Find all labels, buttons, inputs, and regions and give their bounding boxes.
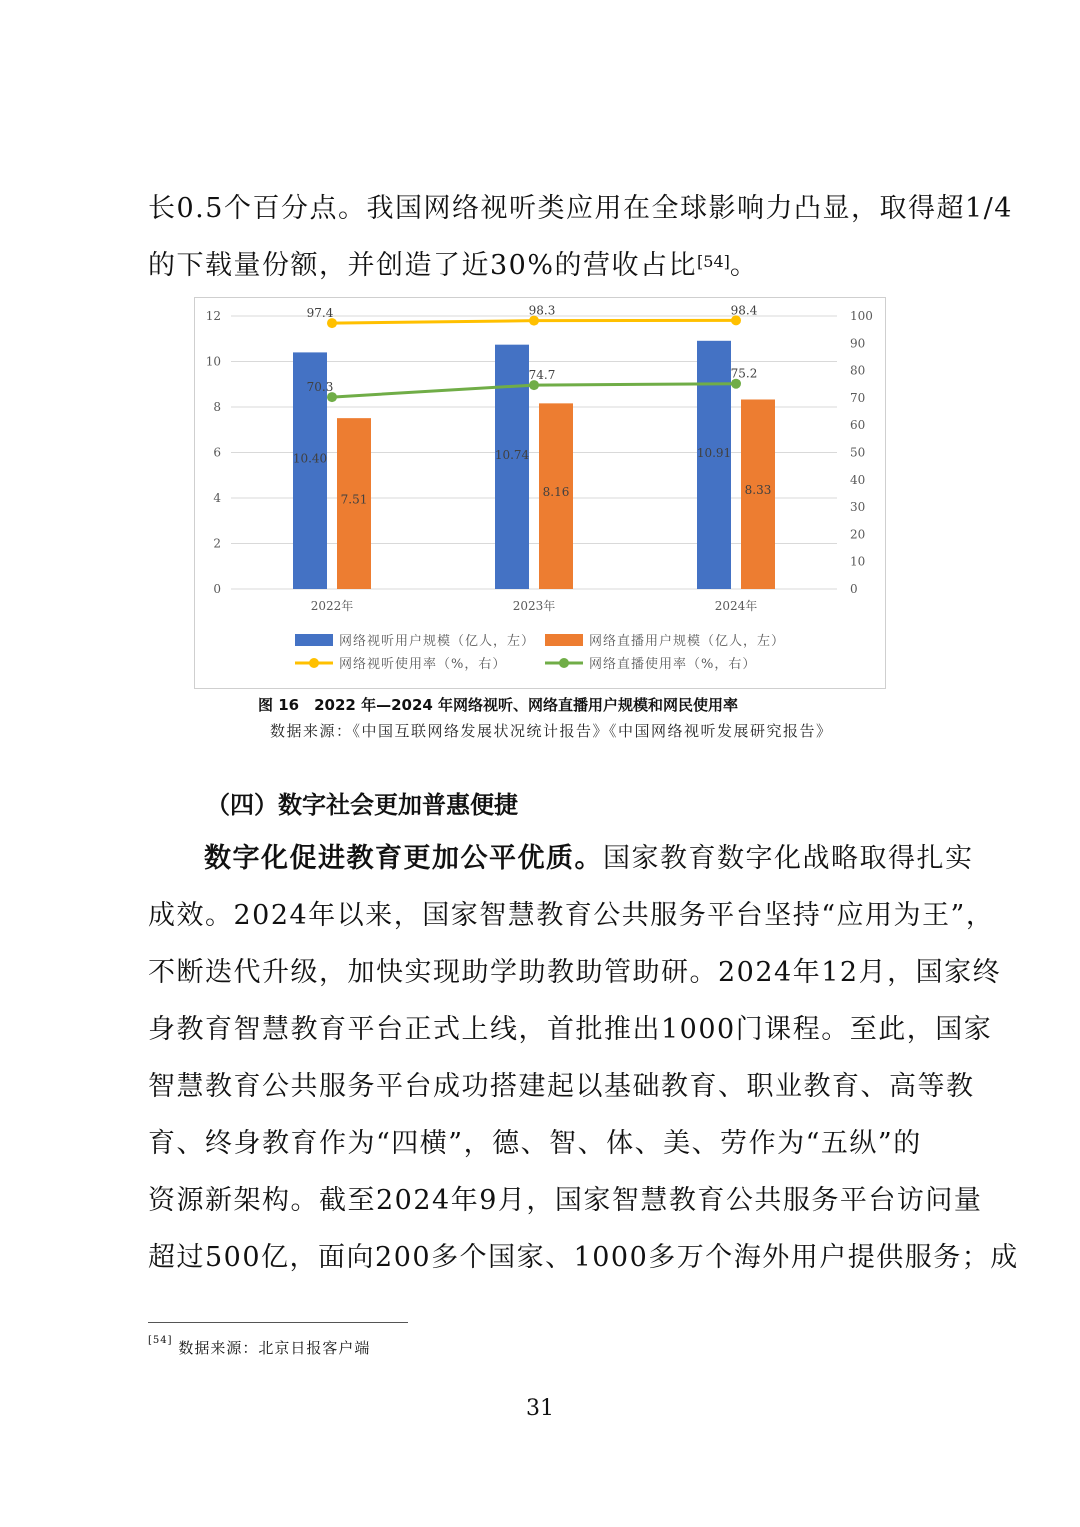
intro-paragraph	[148, 180, 1013, 294]
body-line: 超过500亿，面向200多个国家、1000多万个海外用户提供服务；成	[148, 1242, 1019, 1273]
intro-line-2	[148, 237, 938, 294]
figure-source: 数据来源：《中国互联网络发展状况统计报告》《中国网络视听发展研究报告》	[270, 722, 833, 740]
intro-line-2-text: 的下载量份额，并创造了近30%的营收占比	[148, 250, 698, 281]
y-left-tick-label: 4	[213, 491, 221, 505]
footnote-reference[interactable]: [54]	[697, 252, 730, 271]
combo-chart	[195, 298, 885, 688]
body-line: 智慧教育公共服务平台成功搭建起以基础教育、职业教育、高等教	[148, 1071, 975, 1102]
body-line: 不断迭代升级，加快实现助学助教助管助研。2024年12月，国家终	[148, 957, 1002, 988]
bar	[495, 345, 529, 589]
x-tick-label: 2023年	[512, 599, 556, 613]
body-line: 成效。2024年以来，国家智慧教育公共服务平台坚持“应用为王”，	[148, 900, 995, 931]
section-heading: （四）数字社会更加普惠便捷	[206, 791, 518, 819]
legend-label: 网络直播用户规模（亿人，左）	[589, 634, 786, 649]
figure-caption: 图 16 2022 年—2024 年网络视听、网络直播用户规模和网民使用率	[258, 696, 739, 714]
y-left-tick-label: 2	[213, 536, 221, 551]
line-data-label: 97.4	[306, 306, 334, 321]
footnote-text: 数据来源：北京日报客户端	[178, 1339, 371, 1357]
body-line: 资源新架构。截至2024年9月，国家智慧教育公共服务平台访问量	[148, 1185, 983, 1216]
y-right-tick-label: 70	[850, 390, 866, 405]
x-tick-label: 2024年	[714, 599, 758, 613]
y-right-tick-label: 20	[850, 527, 866, 542]
bar-data-label: 8.33	[744, 483, 772, 498]
y-right-tick-label: 40	[850, 472, 866, 487]
body-line: 育、终身教育作为“四横”，德、智、体、美、劳作为“五纵”的	[148, 1128, 922, 1159]
bar	[697, 341, 731, 589]
y-left-tick-label: 0	[213, 582, 221, 596]
line-data-label: 75.2	[730, 366, 758, 381]
legend-swatch	[545, 634, 583, 646]
body-paragraph	[148, 830, 1019, 1286]
y-left-tick-label: 12	[205, 309, 221, 323]
bar-data-label: 10.74	[494, 447, 530, 462]
intro-line-1: 长0.5个百分点。我国网络视听类应用在全球影响力凸显，取得超1/4	[148, 193, 1013, 224]
bar-data-label: 10.40	[292, 451, 328, 466]
x-tick-label: 2022年	[310, 599, 354, 613]
y-right-tick-label: 80	[850, 363, 866, 378]
line-data-label: 98.3	[528, 303, 556, 318]
y-right-tick-label: 90	[850, 336, 866, 351]
bar-data-label: 10.91	[696, 445, 732, 460]
line-data-label: 74.7	[528, 368, 556, 383]
y-left-tick-label: 10	[205, 354, 221, 369]
legend-swatch-marker	[309, 658, 319, 668]
line-data-label: 98.4	[730, 303, 758, 318]
y-left-tick-label: 8	[213, 400, 221, 414]
legend-swatch	[295, 634, 333, 646]
body-line-1-rest: 国家教育数字化战略取得扎实	[603, 843, 974, 874]
footnote	[148, 1337, 370, 1358]
legend-swatch-marker	[559, 658, 569, 668]
body-line-1	[148, 830, 974, 887]
chart-frame	[194, 297, 886, 689]
footnote-marker: [54]	[148, 1335, 173, 1346]
y-right-tick-label: 60	[850, 418, 866, 433]
y-right-tick-label: 50	[850, 445, 866, 460]
y-right-tick-label: 100	[850, 309, 873, 323]
bar-data-label: 8.16	[542, 485, 570, 500]
footnote-divider	[148, 1322, 408, 1323]
legend-label: 网络视听使用率（%，右）	[339, 657, 507, 672]
legend-label: 网络视听用户规模（亿人，左）	[339, 634, 536, 649]
intro-line-2-end: 。	[729, 250, 759, 281]
y-right-tick-label: 10	[850, 554, 866, 569]
bar-data-label: 7.51	[340, 492, 368, 507]
page-number: 31	[526, 1396, 554, 1421]
legend-label: 网络直播使用率（%，右）	[589, 657, 757, 672]
body-line: 身教育智慧教育平台正式上线，首批推出1000门课程。至此，国家	[148, 1014, 993, 1045]
body-lead: 数字化促进教育更加公平优质。	[204, 843, 603, 874]
line-data-label: 70.3	[306, 380, 334, 395]
y-right-tick-label: 30	[850, 500, 866, 515]
y-right-tick-label: 0	[850, 582, 858, 596]
y-left-tick-label: 6	[213, 445, 221, 460]
